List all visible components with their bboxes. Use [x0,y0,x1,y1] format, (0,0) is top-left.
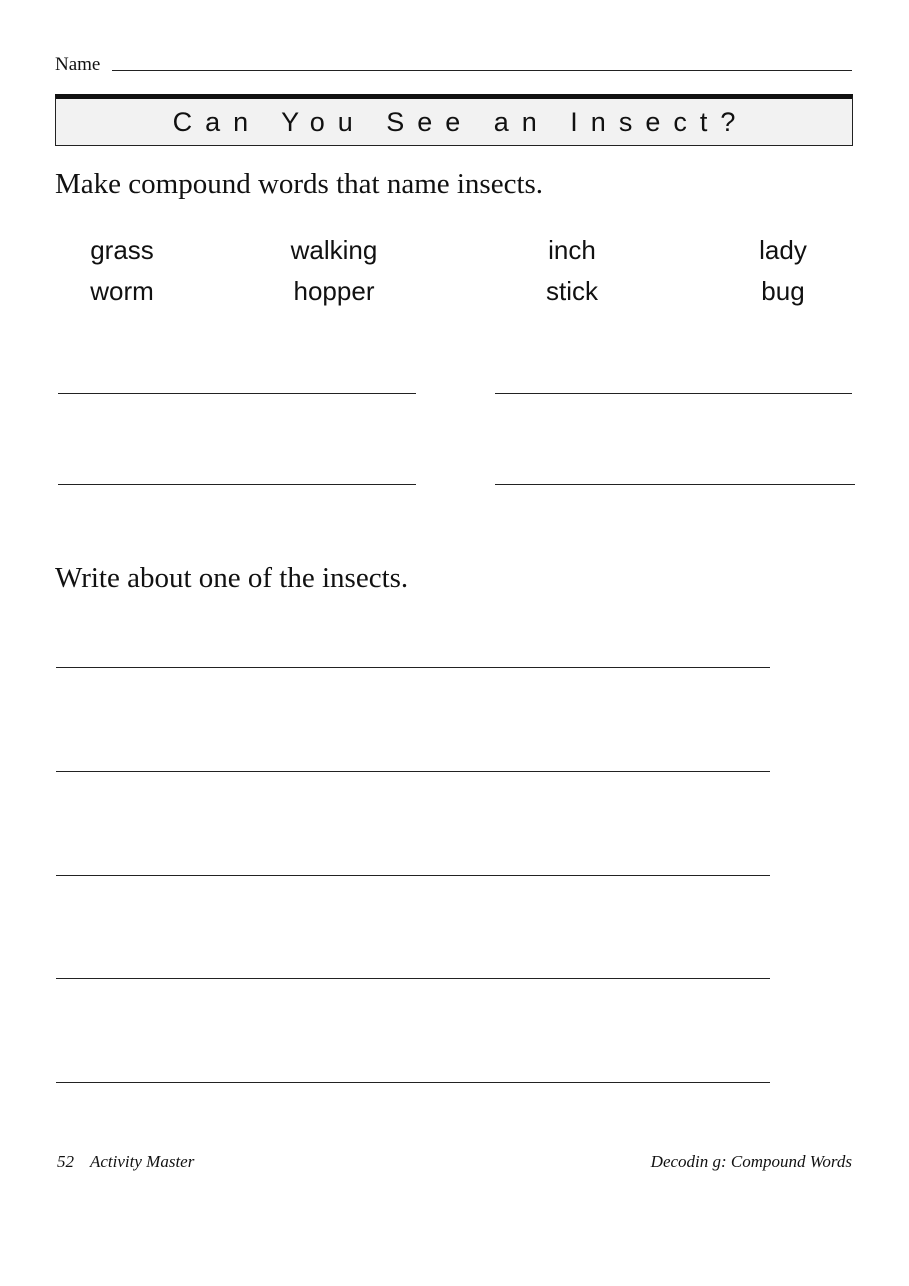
page-title: Can You See an Insect? [172,106,749,137]
instruction-compound-words: Make compound words that name insects. [55,168,544,200]
compound-word-answer-line[interactable] [495,393,852,394]
writing-line[interactable] [56,1082,770,1083]
word-bank-word: walking [290,235,378,265]
name-label: Name [55,54,101,75]
word-bank-word: hopper [293,276,375,306]
word-bank-word: worm [90,276,154,306]
word-bank-word: inch [548,235,596,265]
word-bank-word: lady [759,235,807,265]
name-answer-line[interactable] [112,70,852,71]
writing-line[interactable] [56,875,770,876]
page-number: 52 [57,1152,74,1171]
word-bank-word: grass [90,235,154,265]
writing-line[interactable] [56,667,770,668]
instruction-write-about: Write about one of the insects. [55,562,409,594]
footer-activity-master: Activity Master [90,1152,195,1171]
footer-left [57,1152,194,1172]
writing-line[interactable] [56,771,770,772]
title-banner [55,94,853,146]
compound-word-answer-line[interactable] [58,484,416,485]
word-bank-word: bug [761,276,805,306]
word-bank-word: stick [546,276,598,306]
compound-word-answer-line[interactable] [495,484,855,485]
writing-line[interactable] [56,978,770,979]
footer-topic: Decodin g: Compound Words [650,1152,852,1171]
compound-word-answer-line[interactable] [58,393,416,394]
